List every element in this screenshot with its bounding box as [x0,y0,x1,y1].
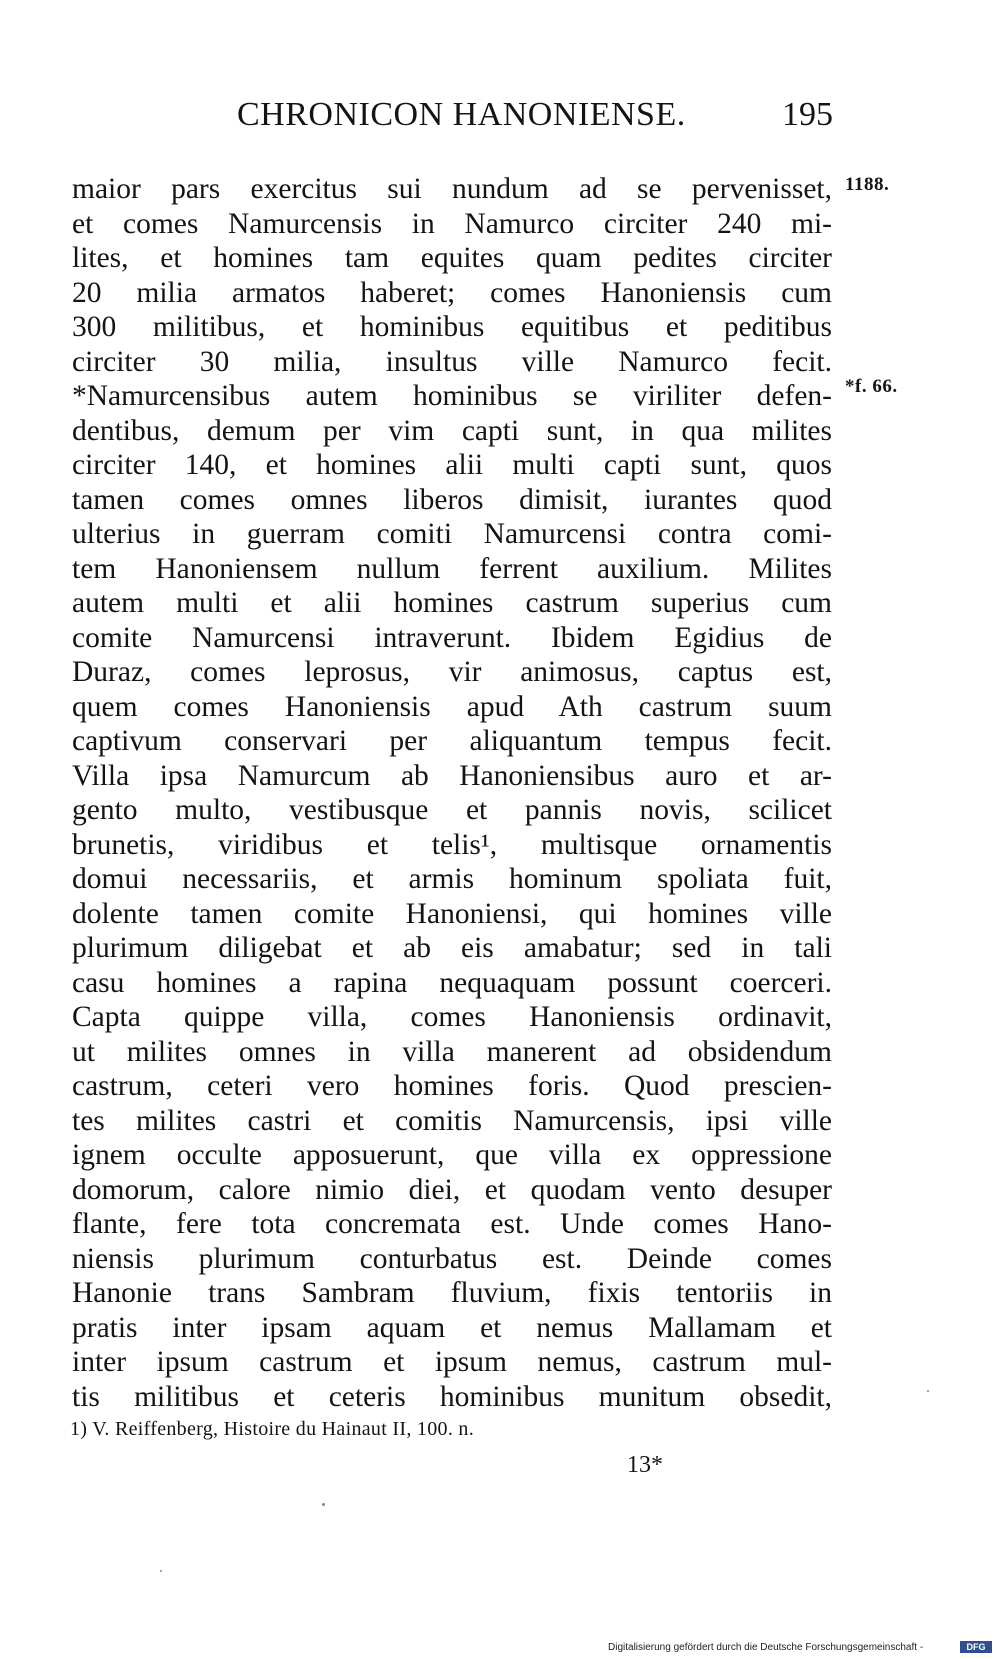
text-line: brunetis, viridibus et telis¹, multisque ornamentis [72,828,832,861]
text-line: lites, et homines tam equites quam pedites circiter [72,242,832,274]
text-line: autem multi et alii homines castrum superius cum [72,587,832,619]
text-line: castrum, ceteri vero homines foris. Quod prescien- [72,1070,832,1102]
text-line: circiter 30 milia, insultus ville Namurco fecit. [72,345,832,378]
page-number: 195 [782,96,833,133]
text-line: maior pars exercitus sui nundum ad se pervenisset, [72,173,832,205]
text-line: tes milites castri et comitis Namurcensis, ipsi ville [72,1104,832,1137]
text-line: domorum, calore nimio diei, et quodam vento desuper [72,1173,832,1206]
text-line: circiter 140, et homines alii multi capti sunt, quos [72,449,832,481]
text-line: gento multo, vestibusque et pannis novis, scilicet [72,794,832,826]
dfg-logo: DFG [960,1641,992,1653]
running-head-title: CHRONICON HANONIENSE. [237,96,686,133]
text-line: 20 milia armatos haberet; comes Hanoniensis cum [72,276,832,309]
margin-note-year: 1188. [845,174,890,195]
text-line: ut milites omnes in villa manerent ad obsidendum [72,1035,832,1068]
text-line: comite Namurcensi intraverunt. Ibidem Egidius de [72,621,832,654]
paper-speck [322,1503,325,1506]
digitization-credit: Digitalisierung gefördert durch die Deutsche Forschungsgemeinschaft - [608,1642,924,1653]
text-line: casu homines a rapina nequaquam possunt coerceri. [72,966,832,999]
text-line: quem comes Hanoniensis apud Ath castrum suum [72,690,832,723]
text-line: Capta quippe villa, comes Hanoniensis ordinavit, [72,1001,832,1033]
body-text [72,172,832,1414]
text-line: *Namurcensibus autem hominibus se viriliter defen- [72,380,832,412]
text-line: 300 militibus, et hominibus equitibus et peditibus [72,311,832,343]
paper-speck [160,1570,162,1572]
text-line: ignem occulte apposuerunt, que villa ex oppressione [72,1139,832,1171]
text-line: ulterius in guerram comiti Namurcensi contra comi- [72,518,832,550]
text-line: plurimum diligebat et ab eis amabatur; sed in tali [72,932,832,964]
text-line: niensis plurimum conturbatus est. Deinde comes [72,1242,832,1275]
margin-note-folio: *f. 66. [845,376,898,397]
signature-mark: 13* [627,1452,663,1478]
text-line: flante, fere tota concremata est. Unde comes Hano- [72,1208,832,1240]
text-line: et comes Namurcensis in Namurco circiter 240 mi- [72,207,832,240]
text-line: dolente tamen comite Hanoniensi, qui homines ville [72,897,832,930]
text-line: inter ipsum castrum et ipsum nemus, castrum mul- [72,1346,832,1378]
text-line: captivum conservari per aliquantum tempus fecit. [72,725,832,757]
text-line: Duraz, comes leprosus, vir animosus, captus est, [72,656,832,688]
text-line: domui necessariis, et armis hominum spoliata fuit, [72,863,832,895]
text-line: dentibus, demum per vim capti sunt, in qua milites [72,414,832,447]
text-line: Hanonie trans Sambram fluvium, fixis tentoriis in [72,1277,832,1309]
text-line: pratis inter ipsam aquam et nemus Mallamam et [72,1311,832,1344]
text-line: tem Hanoniensem nullum ferrent auxilium. Milites [72,552,832,585]
footnote: 1) V. Reiffenberg, Histoire du Hainaut II, 100. n. [70,1418,475,1440]
paper-speck [927,1390,929,1392]
text-line: tamen comes omnes liberos dimisit, iurantes quod [72,483,832,516]
text-line: Villa ipsa Namurcum ab Hanoniensibus auro et ar- [72,759,832,792]
text-line: tis militibus et ceteris hominibus munitum obsedit, [72,1380,832,1413]
